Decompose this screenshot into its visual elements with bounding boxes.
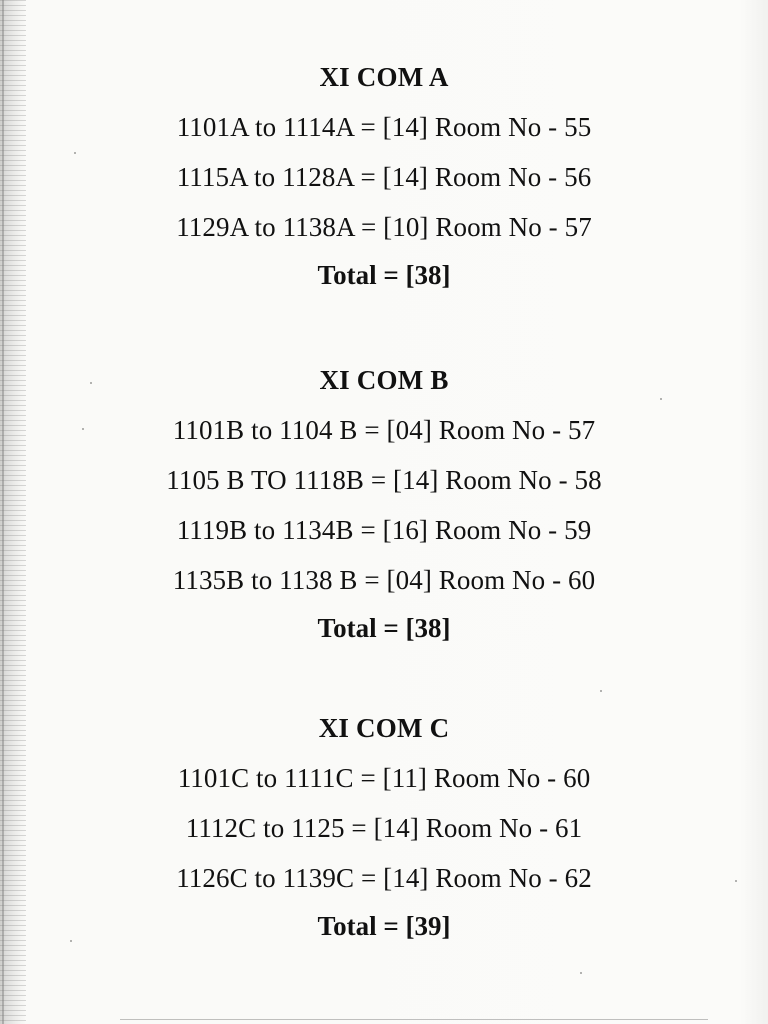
allocation-row: 1126C to 1139C = [14] Room No - 62 — [176, 863, 592, 893]
section-total: Total = [39] — [317, 911, 451, 941]
allocation-row: 1112C to 1125 = [14] Room No - 61 — [185, 813, 583, 843]
scan-speck — [74, 152, 76, 154]
allocation-row: 1101B to 1104 B = [04] Room No - 57 — [172, 415, 596, 445]
allocation-row: 1119B to 1134B = [16] Room No - 59 — [176, 515, 592, 545]
scan-speck — [600, 690, 602, 692]
allocation-row: 1115A to 1128A = [14] Room No - 56 — [176, 162, 592, 192]
section-xi-com-c — [0, 713, 768, 941]
allocation-row: 1101C to 1111C = [11] Room No - 60 — [177, 763, 591, 793]
section-total: Total = [38] — [317, 613, 451, 643]
section-xi-com-b — [0, 365, 768, 643]
allocation-row: 1135B to 1138 B = [04] Room No - 60 — [172, 565, 596, 595]
section-title: XI COM B — [319, 365, 449, 395]
allocation-row: 1105 B TO 1118B = [14] Room No - 58 — [166, 465, 602, 495]
scan-speck — [70, 940, 72, 942]
scan-speck — [660, 398, 662, 400]
scan-speck — [735, 880, 737, 882]
section-xi-com-a — [0, 62, 768, 290]
allocation-row: 1101A to 1114A = [14] Room No - 55 — [176, 112, 592, 142]
scan-speck — [90, 382, 92, 384]
allocation-row: 1129A to 1138A = [10] Room No - 57 — [176, 212, 592, 242]
scan-speck — [580, 972, 582, 974]
section-total: Total = [38] — [317, 260, 451, 290]
section-title: XI COM C — [318, 713, 450, 743]
scan-speck — [82, 428, 84, 430]
section-title: XI COM A — [319, 62, 449, 92]
